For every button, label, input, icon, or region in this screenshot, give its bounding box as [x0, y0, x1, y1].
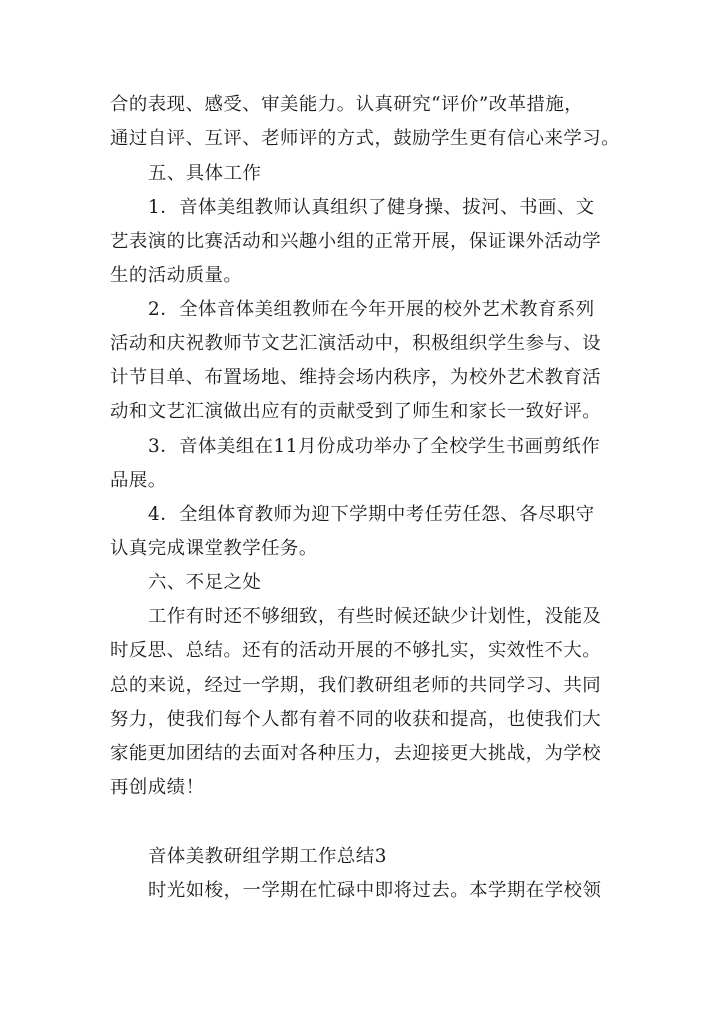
body-text-line: 合的表现、感受、审美能力。认真研究“评价”改革措施， [110, 94, 584, 115]
body-text-line: 计节目单、布置场地、维持会场内秩序，为校外艺术教育活 [110, 367, 602, 388]
body-text-line: 时反思、总结。还有的活动开展的不够扎实，实效性不大。 [110, 640, 602, 661]
body-text-line: 工作有时还不够细致，有些时候还缺少计划性，没能及 [148, 606, 602, 627]
body-text-line: 认真完成课堂教学任务。 [110, 538, 318, 559]
list-item-2-line: 2．全体音体美组教师在今年开展的校外艺术教育系列 [148, 299, 595, 320]
body-text-line: 活动和庆祝教师节文艺汇演活动中，积极组织学生参与、设 [110, 333, 602, 354]
list-item-4-line: 4．全组体育教师为迎下学期中考任劳任怨、各尽职守 [148, 504, 595, 525]
article-title: 音体美教研组学期工作总结3 [148, 846, 387, 867]
section-heading-specific-work: 五、具体工作 [148, 163, 262, 184]
body-text-line: 总的来说，经过一学期，我们教研组老师的共同学习、共同 [110, 675, 602, 696]
list-item-3-line: 3．音体美组在11月份成功举办了全校学生书画剪纸作 [148, 436, 601, 457]
body-text-line: 再创成绩！ [110, 777, 205, 798]
body-text-line: 艺表演的比赛活动和兴趣小组的正常开展，保证课外活动学 [110, 231, 602, 252]
list-item-1-line: 1．音体美组教师认真组织了健身操、拔河、书画、文 [148, 197, 595, 218]
body-text-line: 通过自评、互评、老师评的方式，鼓励学生更有信心来学习。 [110, 128, 621, 149]
body-text-line: 生的活动质量。 [110, 265, 243, 286]
body-text-line: 家能更加团结的去面对各种压力，去迎接更大挑战，为学校 [110, 743, 602, 764]
body-text-line: 时光如梭，一学期在忙碌中即将过去。本学期在学校领 [148, 880, 602, 901]
body-text-line: 品展。 [110, 470, 167, 491]
body-text-line: 努力，使我们每个人都有着不同的收获和提高，也使我们大 [110, 709, 602, 730]
section-heading-shortcomings: 六、不足之处 [148, 572, 262, 593]
body-text-line: 动和文艺汇演做出应有的贡献受到了师生和家长一致好评。 [110, 401, 602, 422]
